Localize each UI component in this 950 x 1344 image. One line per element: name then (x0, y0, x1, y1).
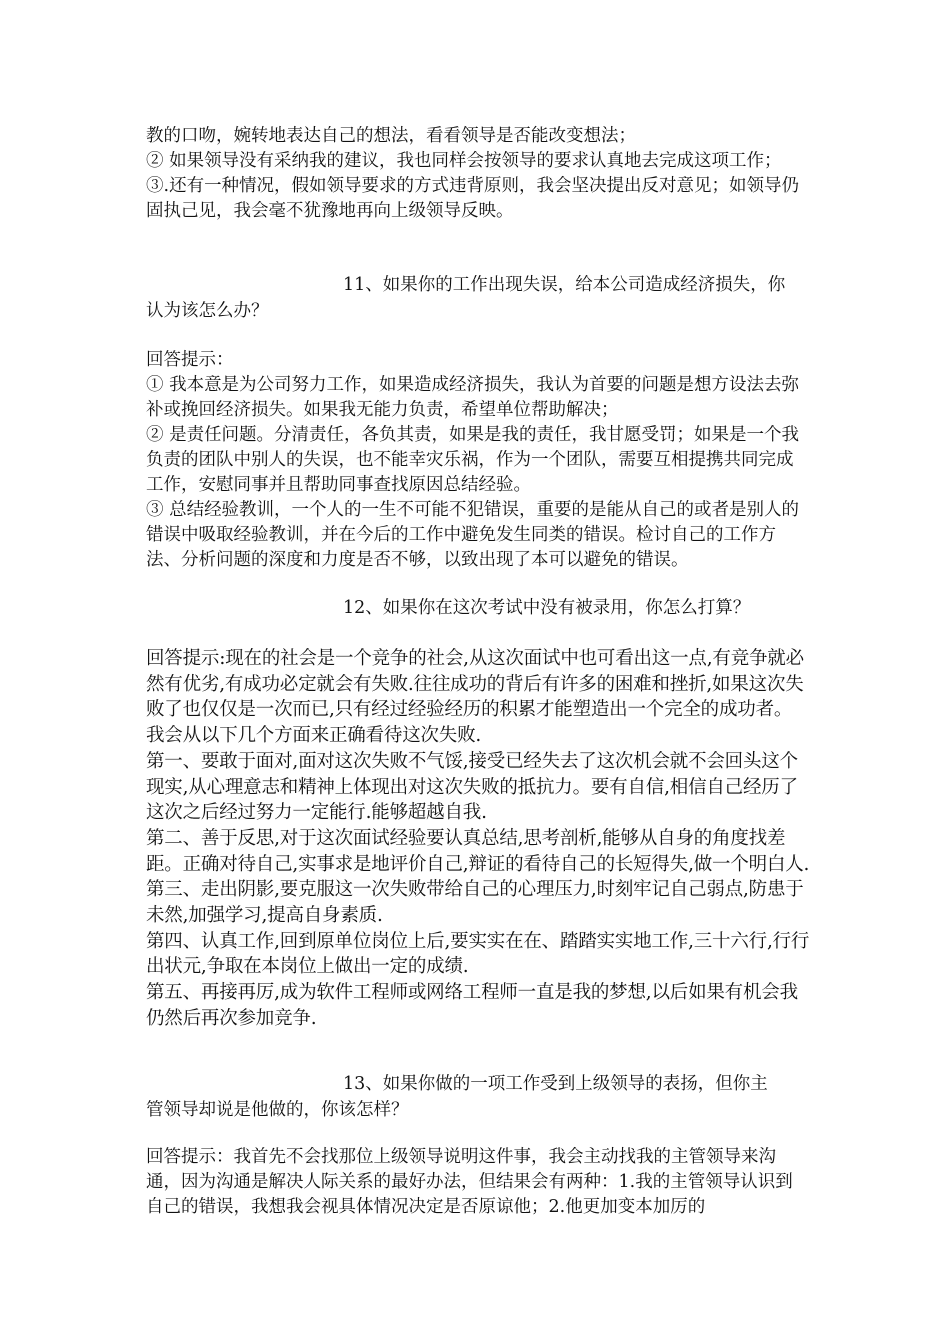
question-12-point-1: 第一、要敢于面对,面对这次失败不气馁,接受已经失去了这次机会就不会回头这个现实,从心理意志和精神上体现出对这次失败的抵抗力。要有自信,相信自己经历了这次之后经过努力一定能行.能够超越自我. (146, 750, 798, 824)
question-11-point-3: ③ 总结经验教训，一个人的一生不可能不犯错误，重要的是能从自己的或者是别人的错误中吸取经验教训，并在今后的工作中避免发生同类的错误。检讨自己的工作方法、分析问题的深度和力度是否不够，以致出现了本可以避免的错误。 (146, 500, 800, 570)
question-11-title (146, 272, 810, 324)
question-13-section (146, 1071, 810, 1123)
intro-paragraph-2: ② 如果领导没有采纳我的建议，我也同样会按领导的要求认真地去完成这项工作； (146, 151, 782, 171)
intro-paragraph-1: 教的口吻，婉转地表达自己的想法，看看领导是否能改变想法； (146, 126, 636, 146)
question-13-title (146, 1071, 810, 1123)
question-11-point-1: ① 我本意是为公司努力工作，如果造成经济损失，我认为首要的问题是想方设法去弥补或挽回经济损失。如果我无能力负责，希望单位帮助解决； (146, 375, 800, 420)
question-11-section (146, 272, 810, 324)
question-11-hint-label: 回答提示： (146, 350, 234, 370)
question-12-title (146, 595, 810, 621)
question-11-title-line1: 11、如果你的工作出现失误，给本公司造成经济损失，你 (343, 275, 786, 295)
question-11-answer (146, 348, 810, 573)
question-11-point-2: ② 是责任问题。分清责任，各负其责，如果是我的责任，我甘愿受罚；如果是一个我负责的团队中别人的失误，也不能幸灾乐祸，作为一个团队，需要互相提携共同完成工作，安慰同事并且帮助同事查找原因总结经验。 (146, 425, 800, 495)
question-12-point-5: 第五、再接再厉,成为软件工程师或网络工程师一直是我的梦想,以后如果有机会我仍然后再次参加竞争. (146, 982, 798, 1029)
question-13-answer (146, 1145, 810, 1220)
question-11-title-line2: 认为该怎么办？ (146, 301, 269, 321)
question-12-point-3: 第三、走出阴影,要克服这一次失败带给自己的心理压力,时刻牢记自己弱点,防患于未然,加强学习,提高自身素质. (146, 879, 804, 927)
question-12-hint: 回答提示:现在的社会是一个竞争的社会,从这次面试中也可看出这一点,有竞争就必然有优劣,有成功必定就会有失败.往往成功的背后有许多的困难和挫折,如果这次失败了也仅仅是一次而已,只有经过经验经历的积累才能塑造出一个完全的成功者。我会从以下几个方面来正确看待这次失败. (146, 648, 804, 747)
question-12-answer (146, 646, 810, 1032)
question-12-point-4: 第四、认真工作,回到原单位岗位上后,要实实在在、踏踏实实地工作,三十六行,行行出状元,争取在本岗位上做出一定的成绩. (146, 930, 810, 978)
intro-section (146, 124, 810, 224)
question-13-title-line1: 13、如果你做的一项工作受到上级领导的表扬，但你主 (343, 1074, 768, 1094)
question-12-title-line1: 12、如果你在这次考试中没有被录用，你怎么打算？ (343, 598, 751, 618)
intro-paragraph-3: ③.还有一种情况，假如领导要求的方式违背原则，我会坚决提出反对意见；如领导仍固执己见，我会毫不犹豫地再向上级领导反映。 (146, 176, 800, 221)
question-12-section (146, 595, 810, 621)
question-13-hint: 回答提示：我首先不会找那位上级领导说明这件事，我会主动找我的主管领导来沟通，因为沟通是解决人际关系的最好办法，但结果会有两种：1.我的主管领导认识到自己的错误，我想我会视具体情况决定是否原谅他；2.他更加变本加厉的 (146, 1147, 793, 1217)
question-13-title-line2: 管领导却说是他做的，你该怎样？ (146, 1100, 409, 1120)
question-12-point-2: 第二、善于反思,对于这次面试经验要认真总结,思考剖析,能够从自身的角度找差距。正确对待自己,实事求是地评价自己,辩证的看待自己的长短得失,做一个明白人. (146, 827, 810, 875)
